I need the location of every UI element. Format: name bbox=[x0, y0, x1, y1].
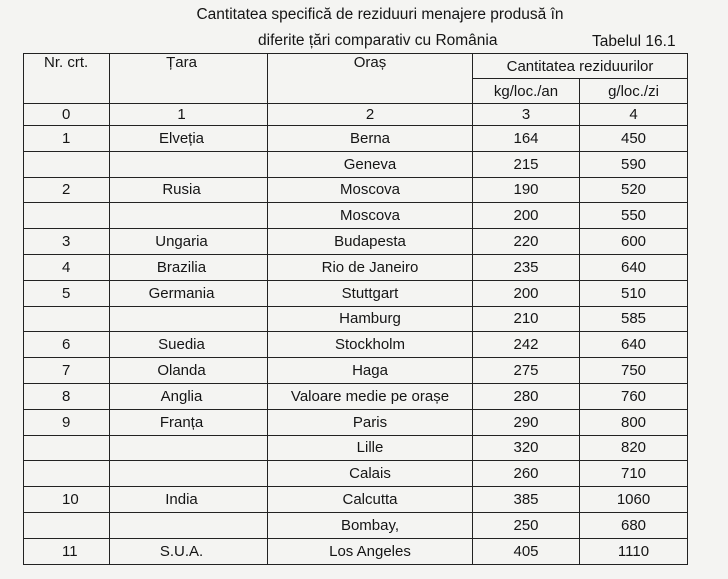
cell-nr: 3 bbox=[24, 229, 110, 255]
cell-oras: Stockholm bbox=[268, 332, 473, 358]
cell-tara: Olanda bbox=[110, 358, 268, 384]
cell-g: 585 bbox=[580, 306, 688, 332]
index-cell: 1 bbox=[110, 104, 268, 126]
cell-g: 1110 bbox=[580, 538, 688, 564]
header-kg: kg/loc./an bbox=[473, 79, 580, 104]
cell-g: 510 bbox=[580, 280, 688, 306]
cell-g: 680 bbox=[580, 512, 688, 538]
table-row bbox=[24, 306, 688, 332]
cell-kg: 235 bbox=[473, 254, 580, 280]
cell-g: 590 bbox=[580, 151, 688, 177]
cell-kg: 210 bbox=[473, 306, 580, 332]
cell-tara: Germania bbox=[110, 280, 268, 306]
cell-g: 820 bbox=[580, 435, 688, 461]
cell-tara: India bbox=[110, 487, 268, 513]
cell-oras: Geneva bbox=[268, 151, 473, 177]
cell-nr: 1 bbox=[24, 126, 110, 152]
index-cell: 2 bbox=[268, 104, 473, 126]
index-cell: 4 bbox=[580, 104, 688, 126]
cell-kg: 320 bbox=[473, 435, 580, 461]
cell-nr: 7 bbox=[24, 358, 110, 384]
cell-g: 450 bbox=[580, 126, 688, 152]
cell-oras: Lille bbox=[268, 435, 473, 461]
table-row bbox=[24, 254, 688, 280]
cell-nr: 4 bbox=[24, 254, 110, 280]
residues-table bbox=[23, 53, 688, 565]
cell-kg: 215 bbox=[473, 151, 580, 177]
table-row bbox=[24, 126, 688, 152]
cell-oras: Paris bbox=[268, 409, 473, 435]
cell-kg: 250 bbox=[473, 512, 580, 538]
cell-kg: 280 bbox=[473, 383, 580, 409]
cell-oras: Moscova bbox=[268, 177, 473, 203]
cell-tara bbox=[110, 461, 268, 487]
cell-kg: 190 bbox=[473, 177, 580, 203]
cell-kg: 260 bbox=[473, 461, 580, 487]
table-row bbox=[24, 332, 688, 358]
cell-oras: Rio de Janeiro bbox=[268, 254, 473, 280]
cell-nr bbox=[24, 461, 110, 487]
table-row bbox=[24, 358, 688, 384]
cell-kg: 220 bbox=[473, 229, 580, 255]
table-row bbox=[24, 177, 688, 203]
cell-tara bbox=[110, 203, 268, 229]
table-title-line2: diferite țări comparativ cu România bbox=[258, 32, 498, 49]
cell-g: 750 bbox=[580, 358, 688, 384]
cell-tara: Rusia bbox=[110, 177, 268, 203]
cell-nr: 2 bbox=[24, 177, 110, 203]
header-row bbox=[24, 54, 688, 79]
table-row bbox=[24, 512, 688, 538]
cell-kg: 242 bbox=[473, 332, 580, 358]
cell-g: 710 bbox=[580, 461, 688, 487]
cell-oras: Haga bbox=[268, 358, 473, 384]
header-oras: Oraș bbox=[268, 54, 473, 104]
cell-g: 760 bbox=[580, 383, 688, 409]
cell-g: 640 bbox=[580, 254, 688, 280]
table-row bbox=[24, 383, 688, 409]
cell-nr bbox=[24, 203, 110, 229]
column-index-row bbox=[24, 104, 688, 126]
cell-nr: 10 bbox=[24, 487, 110, 513]
cell-tara: Suedia bbox=[110, 332, 268, 358]
cell-g: 550 bbox=[580, 203, 688, 229]
cell-nr: 8 bbox=[24, 383, 110, 409]
cell-tara: Franța bbox=[110, 409, 268, 435]
cell-oras: Berna bbox=[268, 126, 473, 152]
header-nr: Nr. crt. bbox=[24, 54, 110, 104]
cell-tara: Elveția bbox=[110, 126, 268, 152]
cell-tara: S.U.A. bbox=[110, 538, 268, 564]
table-row bbox=[24, 435, 688, 461]
cell-g: 520 bbox=[580, 177, 688, 203]
cell-nr: 6 bbox=[24, 332, 110, 358]
table-row bbox=[24, 487, 688, 513]
table-row bbox=[24, 203, 688, 229]
cell-oras: Los Angeles bbox=[268, 538, 473, 564]
cell-nr bbox=[24, 435, 110, 461]
table-row bbox=[24, 409, 688, 435]
header-tara: Țara bbox=[110, 54, 268, 104]
cell-nr: 5 bbox=[24, 280, 110, 306]
index-cell: 0 bbox=[24, 104, 110, 126]
cell-tara: Ungaria bbox=[110, 229, 268, 255]
cell-kg: 200 bbox=[473, 280, 580, 306]
cell-tara bbox=[110, 435, 268, 461]
header-g: g/loc./zi bbox=[580, 79, 688, 104]
cell-oras: Calcutta bbox=[268, 487, 473, 513]
table-row bbox=[24, 151, 688, 177]
table-title-line1: Cantitatea specifică de reziduuri menajere produsă în bbox=[196, 6, 564, 23]
cell-g: 600 bbox=[580, 229, 688, 255]
cell-kg: 385 bbox=[473, 487, 580, 513]
cell-tara: Brazilia bbox=[110, 254, 268, 280]
cell-nr bbox=[24, 151, 110, 177]
cell-oras: Stuttgart bbox=[268, 280, 473, 306]
cell-oras: Valoare medie pe orașe bbox=[268, 383, 473, 409]
header-cantitatea: Cantitatea reziduurilor bbox=[473, 54, 688, 79]
cell-kg: 405 bbox=[473, 538, 580, 564]
table-row bbox=[24, 461, 688, 487]
cell-kg: 275 bbox=[473, 358, 580, 384]
cell-g: 800 bbox=[580, 409, 688, 435]
cell-kg: 164 bbox=[473, 126, 580, 152]
cell-tara: Anglia bbox=[110, 383, 268, 409]
cell-tara bbox=[110, 151, 268, 177]
cell-oras: Hamburg bbox=[268, 306, 473, 332]
cell-oras: Calais bbox=[268, 461, 473, 487]
cell-nr: 9 bbox=[24, 409, 110, 435]
table-row bbox=[24, 229, 688, 255]
table-row bbox=[24, 538, 688, 564]
cell-g: 640 bbox=[580, 332, 688, 358]
table-row bbox=[24, 280, 688, 306]
cell-tara bbox=[110, 512, 268, 538]
cell-kg: 200 bbox=[473, 203, 580, 229]
cell-kg: 290 bbox=[473, 409, 580, 435]
cell-oras: Bombay, bbox=[268, 512, 473, 538]
cell-tara bbox=[110, 306, 268, 332]
index-cell: 3 bbox=[473, 104, 580, 126]
cell-oras: Budapesta bbox=[268, 229, 473, 255]
cell-oras: Moscova bbox=[268, 203, 473, 229]
table-number: Tabelul 16.1 bbox=[592, 33, 676, 50]
cell-nr bbox=[24, 512, 110, 538]
cell-nr bbox=[24, 306, 110, 332]
cell-nr: 11 bbox=[24, 538, 110, 564]
cell-g: 1060 bbox=[580, 487, 688, 513]
